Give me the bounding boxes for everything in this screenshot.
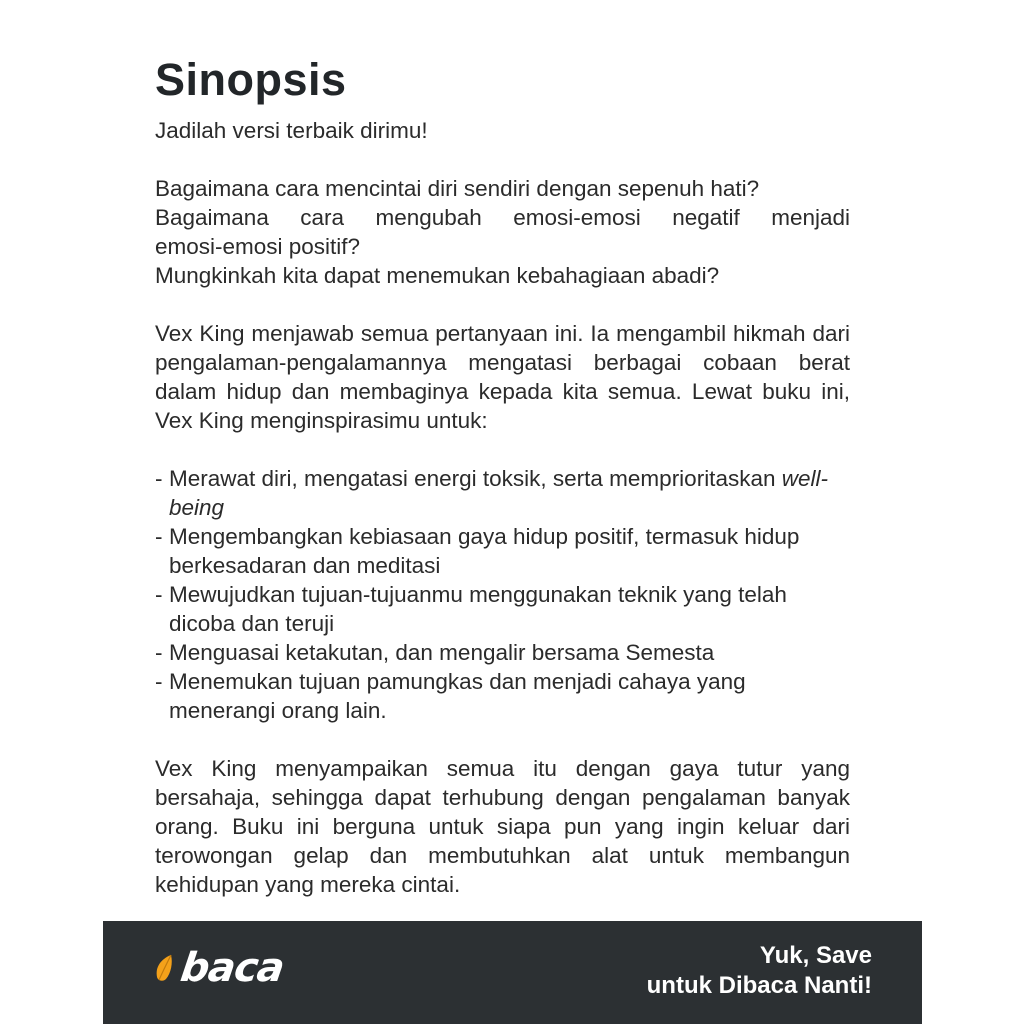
cta-line: untuk Dibaca Nanti! (646, 972, 872, 999)
tagline: Jadilah versi terbaik dirimu! (155, 118, 428, 143)
list-item: - Menguasai ketakutan, dan mengalir bersama Semesta (155, 638, 850, 667)
questions-paragraph (155, 174, 850, 290)
question-line: Bagaimana cara mencintai diri sendiri dengan sepenuh hati? (155, 176, 760, 201)
save-cta (647, 941, 872, 1001)
question-line: Mungkinkah kita dapat menemukan kebahagiaan abadi? (155, 263, 720, 288)
cta-line: Yuk, Save (759, 942, 872, 969)
closing-paragraph: Vex King menyampaikan semua itu dengan gaya tutur yang bersahaja, sehingga dapat terhubung dengan pengalaman banyak orang. Buku ini berguna untuk siapa pun yang ingin keluar dari terowongan gelap dan membutuhkan alat untuk membangun kehidupan yang mereka cintai. (155, 756, 850, 897)
list-item-emphasis: well-being (169, 466, 829, 520)
list-item: - Menemukan tujuan pamungkas dan menjadi cahaya yang menerangi orang lain. (155, 667, 850, 725)
leaf-icon (153, 953, 179, 983)
intro-paragraph: Vex King menjawab semua pertanyaan ini. Ia mengambil hikmah dari pengalaman-pengalamannya mengatasi berbagai cobaan berat dalam hidup dan membaginya kepada kita semua. Lewat buku ini, Vex King menginspirasimu untuk: (155, 321, 850, 433)
footer-banner (103, 921, 922, 1024)
question-line: emosi-emosi positif? (155, 234, 361, 259)
list-item: - Mewujudkan tujuan-tujuanmu menggunakan teknik yang telah dicoba dan teruji (155, 580, 850, 638)
page-title: Sinopsis (155, 54, 347, 105)
baca-logo (153, 945, 287, 991)
list-item: - Mengembangkan kebiasaan gaya hidup positif, termasuk hidup berkesadaran dan meditasi (155, 522, 850, 580)
list-item-text: Merawat diri, mengatasi energi toksik, serta memprioritaskan (169, 466, 776, 491)
question-line: Bagaimana cara mengubah emosi-emosi negatif menjadi (155, 205, 850, 230)
benefit-list (155, 464, 850, 725)
synopsis-content (155, 52, 850, 928)
list-item (155, 464, 850, 522)
logo-wordmark: baca (177, 945, 287, 991)
